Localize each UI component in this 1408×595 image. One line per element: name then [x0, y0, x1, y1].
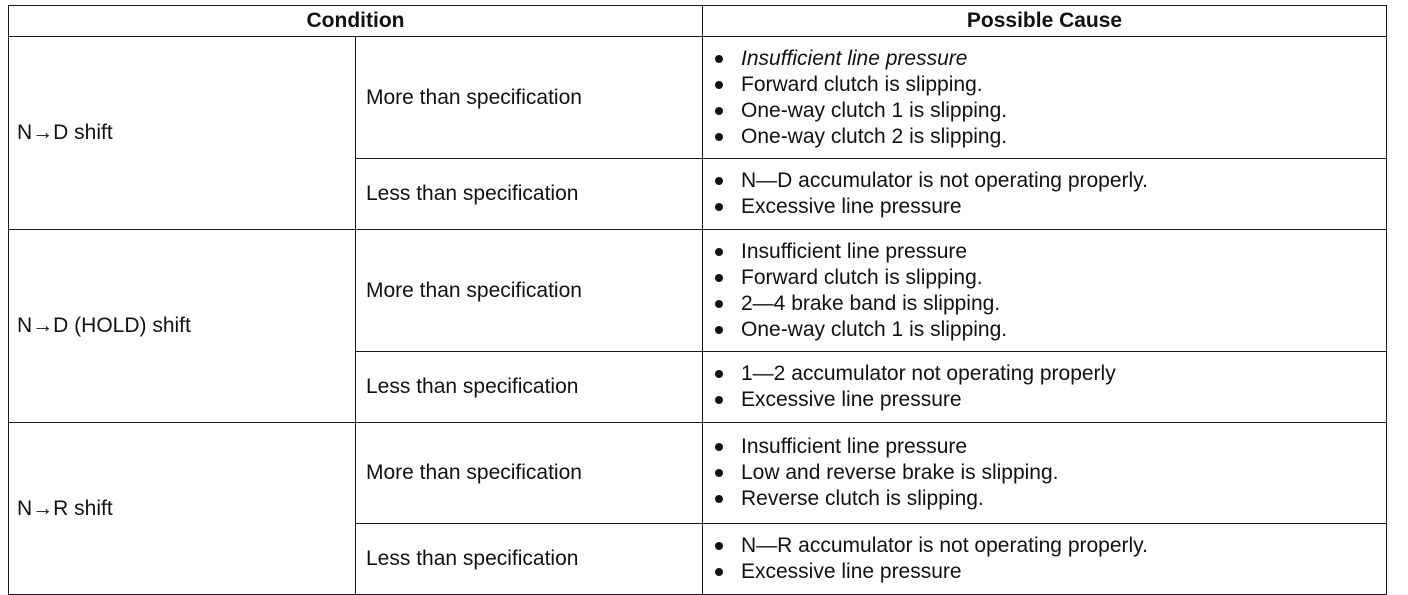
cause-item — [713, 434, 1386, 460]
table-row — [9, 37, 1387, 159]
cause-text: N—D accumulator is not operating properly. — [741, 169, 1148, 192]
cause-item — [713, 168, 1386, 194]
bullet-icon — [715, 495, 723, 503]
cause-text: Insufficient line pressure — [741, 239, 968, 263]
cause-list — [713, 361, 1386, 413]
bullet-icon — [715, 203, 723, 211]
diagnosis-table-container — [8, 5, 1387, 595]
causes-cell — [703, 524, 1387, 595]
bullet-icon — [715, 542, 723, 550]
case-label-cell: Less than specification — [356, 352, 703, 423]
cause-item — [713, 361, 1386, 387]
cause-list — [713, 46, 1386, 150]
bullet-icon — [715, 300, 723, 308]
bullet-icon — [715, 396, 723, 404]
cause-item — [713, 72, 1386, 98]
cause-text: Reverse clutch is slipping. — [741, 487, 984, 510]
bullet-icon — [715, 177, 723, 185]
cause-item — [713, 291, 1386, 317]
case-label-cell: More than specification — [356, 230, 703, 352]
cause-list — [713, 239, 1386, 343]
cause-text: Insufficient line pressure — [741, 435, 968, 458]
cause-text: One-way clutch 1 is slipping. — [741, 317, 1008, 341]
cause-item — [713, 194, 1386, 220]
cause-item — [713, 460, 1386, 486]
condition-cell: N→D shift — [9, 37, 356, 230]
causes-cell — [703, 352, 1387, 423]
cause-item — [713, 486, 1386, 512]
bullet-icon — [715, 326, 723, 334]
cause-text: 2—4 brake band is slipping. — [741, 291, 1001, 315]
possible-cause-header: Possible Cause — [703, 6, 1387, 37]
case-label-cell: More than specification — [356, 37, 703, 159]
bullet-icon — [715, 81, 723, 89]
cause-text: Excessive line pressure — [741, 388, 962, 411]
cause-list — [713, 533, 1386, 585]
condition-cell: N→R shift — [9, 423, 356, 595]
header-row — [9, 6, 1387, 37]
bullet-icon — [715, 469, 723, 477]
bullet-icon — [715, 248, 723, 256]
bullet-icon — [715, 443, 723, 451]
bullet-icon — [715, 370, 723, 378]
bullet-icon — [715, 568, 723, 576]
cause-item — [713, 387, 1386, 413]
cause-item — [713, 239, 1386, 265]
causes-cell — [703, 423, 1387, 524]
table-row — [9, 423, 1387, 524]
cause-item — [713, 124, 1386, 150]
cause-item — [713, 98, 1386, 124]
bullet-icon — [715, 274, 723, 282]
bullet-icon — [715, 107, 723, 115]
causes-cell — [703, 159, 1387, 230]
cause-list — [713, 168, 1386, 220]
bullet-icon — [715, 55, 723, 63]
bullet-icon — [715, 133, 723, 141]
condition-header: Condition — [9, 6, 703, 37]
cause-item — [713, 265, 1386, 291]
condition-cell: N→D (HOLD) shift — [9, 230, 356, 423]
causes-cell — [703, 230, 1387, 352]
causes-cell — [703, 37, 1387, 159]
case-label-cell: More than specification — [356, 423, 703, 524]
cause-text: One-way clutch 2 is slipping. — [741, 124, 1008, 148]
cause-text: N—R accumulator is not operating properly. — [741, 534, 1148, 557]
cause-text: Low and reverse brake is slipping. — [741, 461, 1059, 484]
cause-text: Forward clutch is slipping. — [741, 72, 983, 96]
cause-item — [713, 46, 1386, 72]
case-label-cell: Less than specification — [356, 524, 703, 595]
cause-list — [713, 434, 1386, 512]
cause-text: 1—2 accumulator not operating properly — [741, 362, 1116, 385]
cause-text: Forward clutch is slipping. — [741, 265, 983, 289]
cause-text: Excessive line pressure — [741, 560, 962, 583]
diagnosis-table — [8, 5, 1387, 595]
cause-text: Insufficient line pressure — [741, 46, 968, 70]
cause-text: One-way clutch 1 is slipping. — [741, 98, 1008, 122]
table-row — [9, 230, 1387, 352]
cause-text: Excessive line pressure — [741, 195, 962, 218]
case-label-cell: Less than specification — [356, 159, 703, 230]
cause-item — [713, 317, 1386, 343]
cause-item — [713, 533, 1386, 559]
cause-item — [713, 559, 1386, 585]
